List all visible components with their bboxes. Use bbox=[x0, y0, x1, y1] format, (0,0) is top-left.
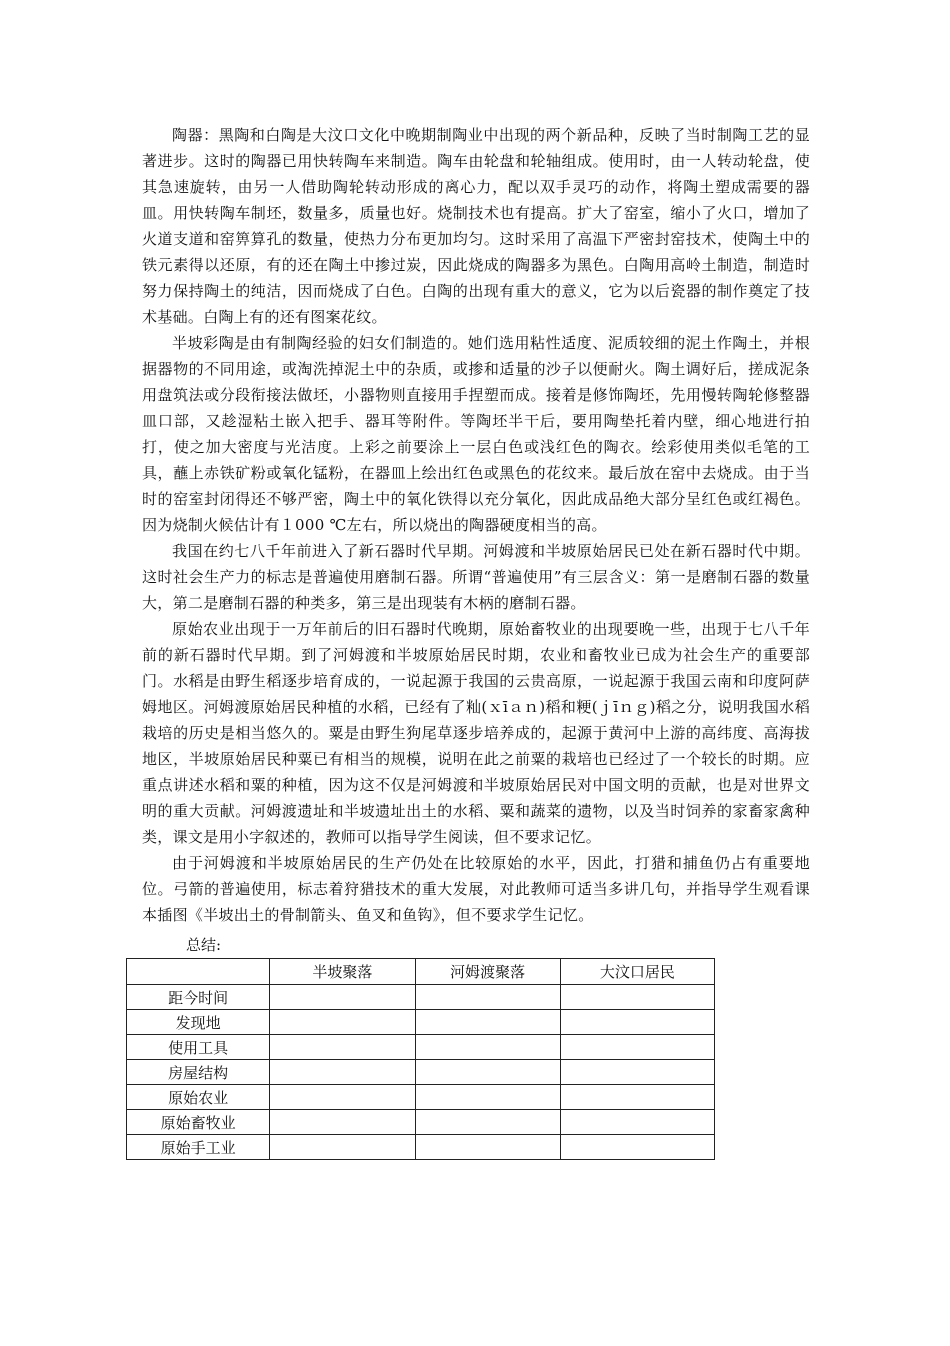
row-label: 原始畜牧业 bbox=[127, 1110, 270, 1135]
body-text bbox=[142, 122, 810, 928]
table-header-cell: 河姆渡聚落 bbox=[415, 959, 560, 985]
table-row bbox=[127, 1135, 715, 1160]
table-header-cell: 半坡聚落 bbox=[270, 959, 415, 985]
table-cell bbox=[415, 1110, 560, 1135]
table-cell bbox=[560, 985, 714, 1010]
table-cell bbox=[415, 1035, 560, 1060]
table-cell bbox=[560, 1035, 714, 1060]
table-cell bbox=[270, 1035, 415, 1060]
table-row bbox=[127, 1110, 715, 1135]
table-row bbox=[127, 1060, 715, 1085]
table-header-row bbox=[127, 959, 715, 985]
table-cell bbox=[415, 1010, 560, 1035]
table-cell bbox=[560, 1135, 714, 1160]
table-cell bbox=[270, 1110, 415, 1135]
paragraph-pottery: 陶器：黑陶和白陶是大汶口文化中晚期制陶业中出现的两个新品种，反映了当时制陶工艺的显著进步。这时的陶器已用快转陶车来制造。陶车由轮盘和轮轴组成。使用时，由一人转动轮盘，使其急速旋转，由另一人借助陶轮转动形成的离心力，配以双手灵巧的动作，将陶土塑成需要的器皿。用快转陶车制坯，数量多，质量也好。烧制技术也有提高。扩大了窑室，缩小了火口，增加了火道支道和窑箅算孔的数量，使热力分布更加均匀。这时采用了高温下严密封窑技术，使陶土中的铁元素得以还原，有的还在陶土中掺过炭，因此烧成的陶器多为黑色。白陶用高岭土制造，制造时努力保持陶土的纯洁，因而烧成了白色。白陶的出现有重大的意义，它为以后瓷器的制作奠定了技术基础。白陶上有的还有图案花纹。 bbox=[142, 126, 810, 326]
table-cell bbox=[270, 1060, 415, 1085]
table-row bbox=[127, 1010, 715, 1035]
paragraph-banpo-pottery: 半坡彩陶是由有制陶经验的妇女们制造的。她们选用粘性适度、泥质较细的泥土作陶土，并根据器物的不同用途，或淘洗掉泥土中的杂质，或掺和适量的沙子以便耐火。陶土调好后，搓成泥条用盘筑法或分段衔接法做坯，小器物则直接用手捏塑而成。接着是修饰陶坯，先用慢转陶轮修整器皿口部，又趁湿粘土嵌入把手、器耳等附件。等陶坯半干后，要用陶垫托着内壁，细心地进行拍打，使之加大密度与光洁度。上彩之前要涂上一层白色或浅红色的陶衣。绘彩使用类似毛笔的工具，蘸上赤铁矿粉或氧化锰粉，在器皿上绘出红色或黑色的花纹来。最后放在窑中去烧成。由于当时的窑室封闭得还不够严密，陶土中的氧化铁得以充分氧化，因此成品绝大部分呈红色或红褐色。因为烧制火候估计有１000 ℃左右，所以烧出的陶器硬度相当的高。 bbox=[142, 334, 810, 534]
paragraph-hunting: 由于河姆渡和半坡原始居民的生产仍处在比较原始的水平，因此，打猎和捕鱼仍占有重要地位。弓箭的普遍使用，标志着狩猎技术的重大发展，对此教师可适当多讲几句，并指导学生观看课本插图《半坡出土的骨制箭头、鱼叉和鱼钩》，但不要求学生记忆。 bbox=[142, 854, 810, 924]
row-label: 原始手工业 bbox=[127, 1135, 270, 1160]
table-cell bbox=[415, 985, 560, 1010]
row-label: 使用工具 bbox=[127, 1035, 270, 1060]
table-cell bbox=[270, 985, 415, 1010]
table-cell bbox=[560, 1085, 714, 1110]
table-cell bbox=[270, 1135, 415, 1160]
table-row bbox=[127, 1035, 715, 1060]
row-label: 发现地 bbox=[127, 1010, 270, 1035]
table-header-cell: 大汶口居民 bbox=[560, 959, 714, 985]
paragraph-agriculture: 原始农业出现于一万年前后的旧石器时代晚期，原始畜牧业的出现要晚一些，出现于七八千年前的新石器时代早期。到了河姆渡和半坡原始居民时期，农业和畜牧业已成为社会生产的重要部门。水稻是由野生稻逐步培育成的，一说起源于我国的云贵高原，一说起源于我国云南和印度阿萨姆地区。河姆渡原始居民种植的水稻，已经有了籼(ｘīａｎ)稻和粳(ｊīｎｇ)稻之分，说明我国水稻栽培的历史是相当悠久的。粟是由野生狗尾草逐步培养成的，起源于黄河中上游的高纬度、高海拔地区，半坡原始居民种粟已有相当的规模，说明在此之前粟的栽培也已经过了一个较长的时期。应重点讲述水稻和粟的种植，因为这不仅是河姆渡和半坡原始居民对中国文明的贡献，也是对世界文明的重大贡献。河姆渡遗址和半坡遗址出土的水稻、粟和蔬菜的遗物，以及当时饲养的家畜家禽种类，课文是用小字叙述的，教师可以指导学生阅读，但不要求记忆。 bbox=[142, 620, 810, 846]
row-label: 房屋结构 bbox=[127, 1060, 270, 1085]
row-label: 距今时间 bbox=[127, 985, 270, 1010]
summary-table bbox=[126, 958, 715, 1160]
table-cell bbox=[415, 1085, 560, 1110]
table-cell bbox=[415, 1060, 560, 1085]
table-row bbox=[127, 985, 715, 1010]
paragraph-neolithic: 我国在约七八千年前进入了新石器时代早期。河姆渡和半坡原始居民已处在新石器时代中期。这时社会生产力的标志是普遍使用磨制石器。所谓“普遍使用”有三层含义：第一是磨制石器的数量大，第二是磨制石器的种类多，第三是出现装有木柄的磨制石器。 bbox=[142, 542, 810, 612]
row-label: 原始农业 bbox=[127, 1085, 270, 1110]
table-cell bbox=[560, 1060, 714, 1085]
table-row bbox=[127, 1085, 715, 1110]
table-header-cell bbox=[127, 959, 270, 985]
table-cell bbox=[415, 1135, 560, 1160]
table-cell bbox=[270, 1010, 415, 1035]
table-cell bbox=[560, 1010, 714, 1035]
summary-label: 总结: bbox=[186, 936, 222, 954]
table-cell bbox=[270, 1085, 415, 1110]
table-cell bbox=[560, 1110, 714, 1135]
